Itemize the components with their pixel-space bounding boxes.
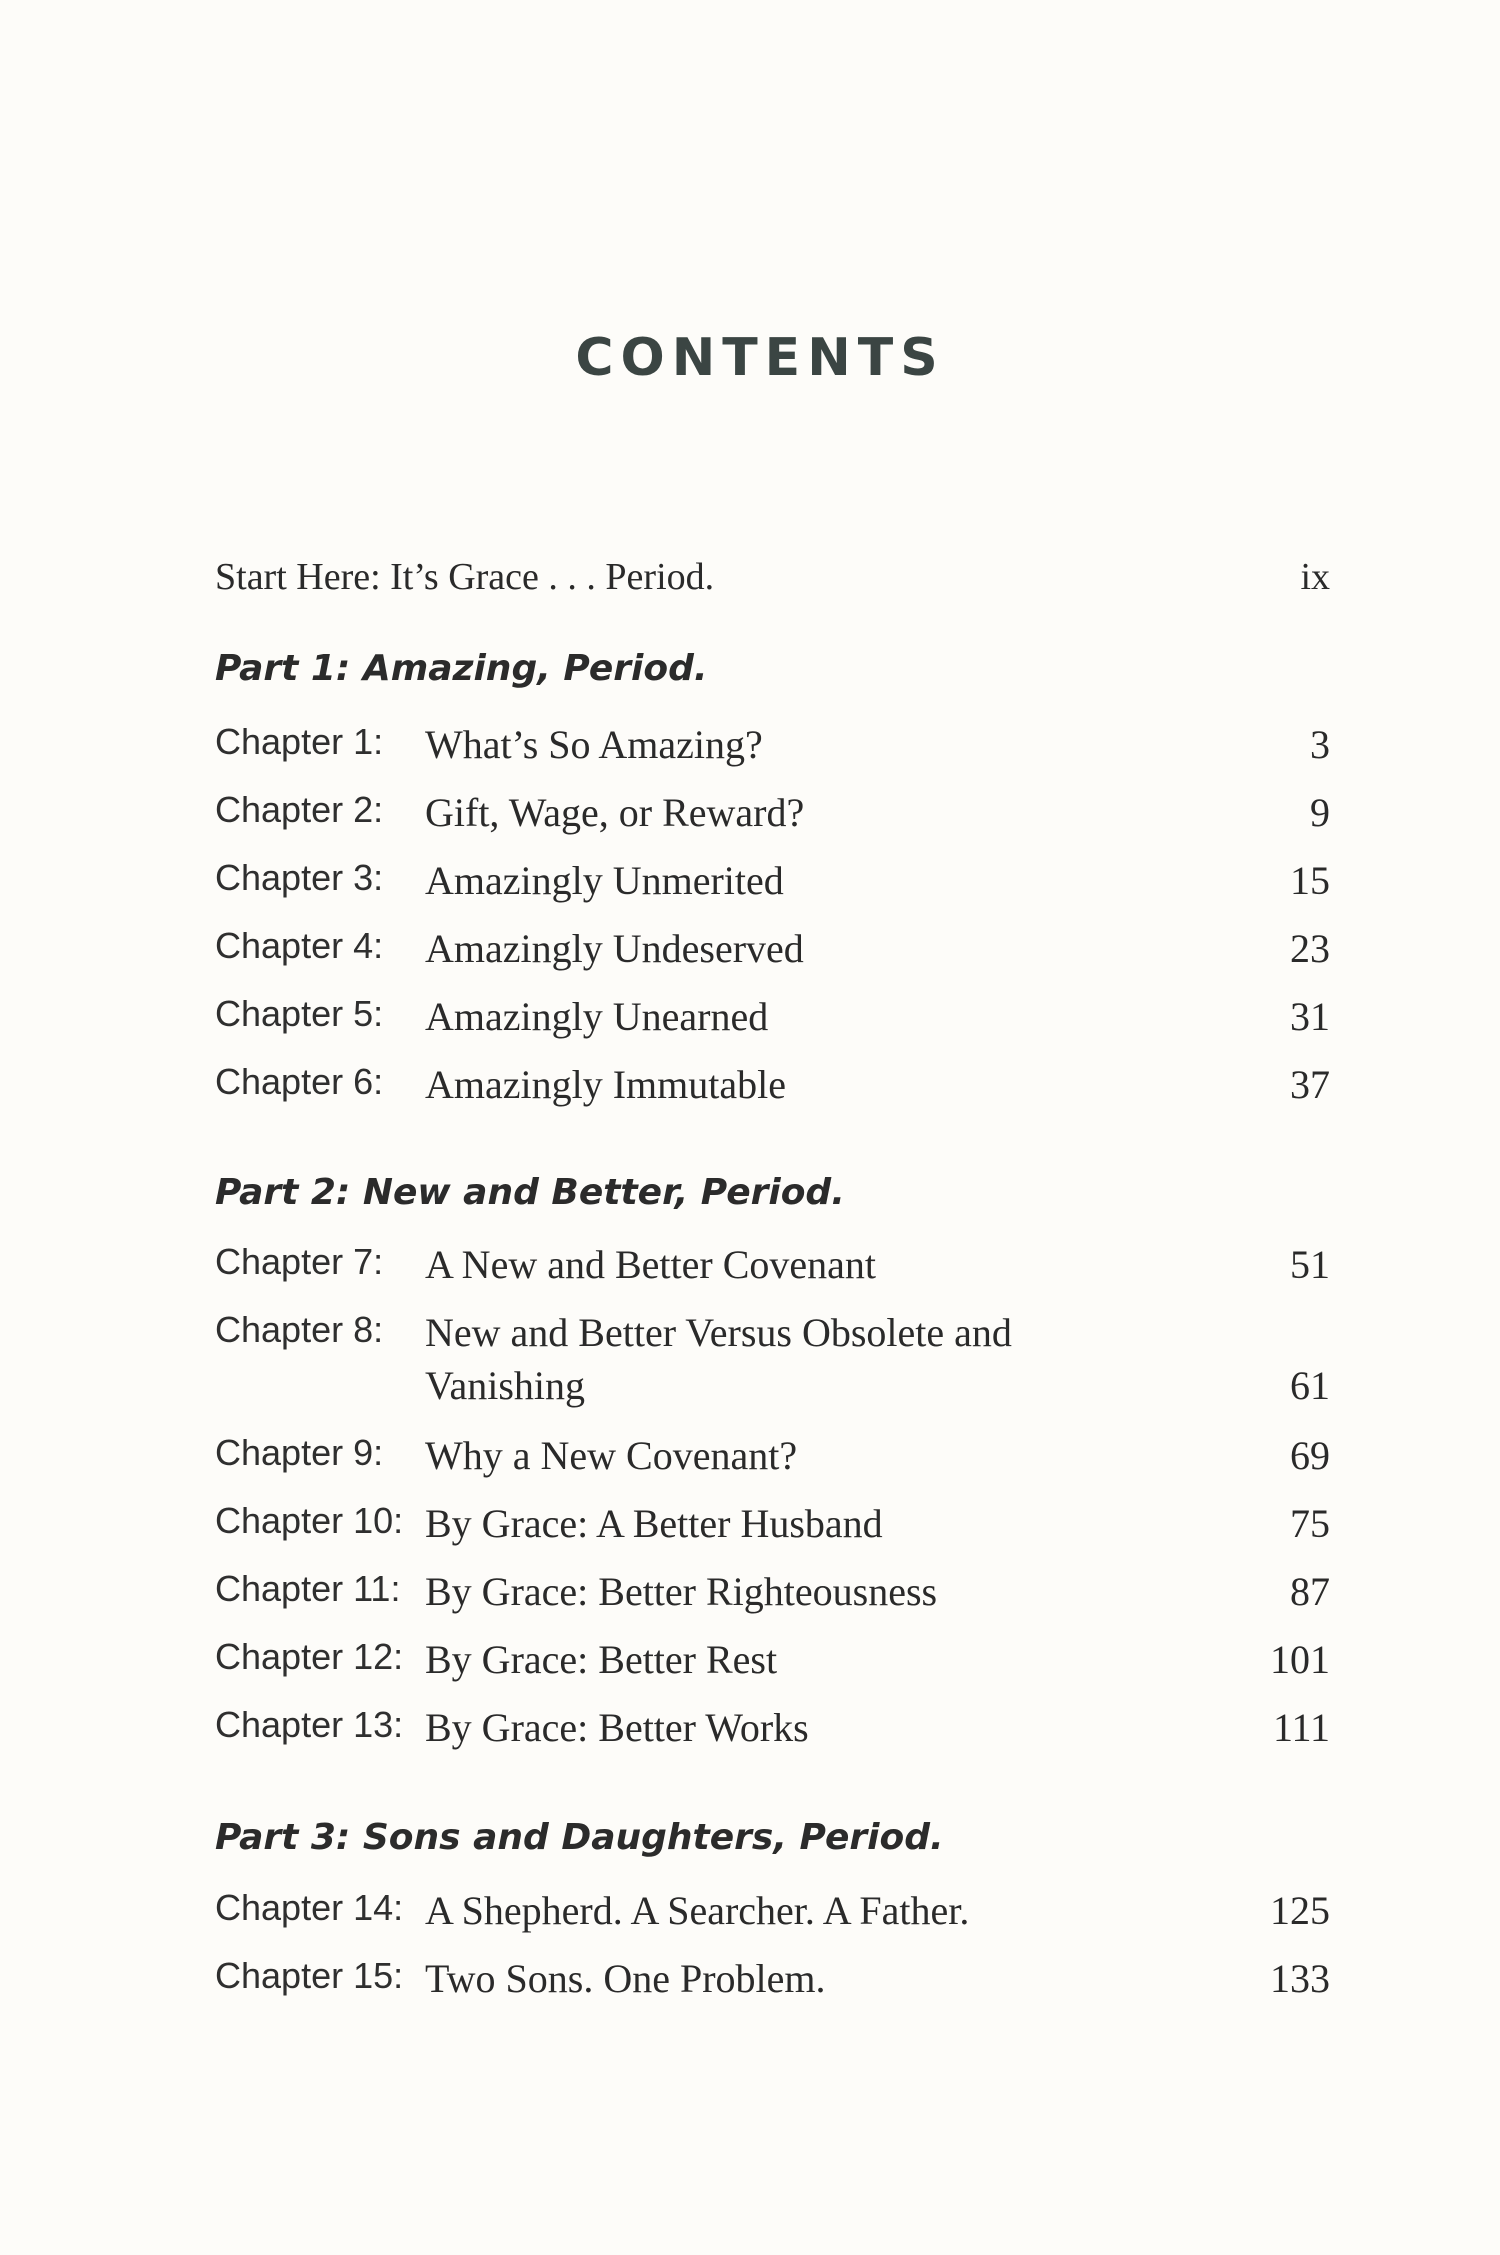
- toc-row-chapter-14: [215, 1883, 1330, 1933]
- chapter-title: Two Sons. One Problem.: [425, 1956, 826, 2001]
- chapter-label: Chapter 8:: [215, 1309, 384, 1350]
- chapter-label: Chapter 10:: [215, 1500, 404, 1541]
- chapter-page-number: 125: [1270, 1888, 1330, 1933]
- toc-row-chapter-8: [215, 1305, 1330, 1410]
- chapter-title: What’s So Amazing?: [425, 722, 763, 767]
- chapter-title: By Grace: Better Works: [425, 1705, 809, 1750]
- toc-row-chapter-1: [215, 717, 1330, 767]
- chapter-page-number: 101: [1270, 1637, 1330, 1682]
- chapter-label: Chapter 11:: [215, 1568, 401, 1609]
- chapter-title: A New and Better Covenant: [425, 1242, 876, 1287]
- toc-row-chapter-11: [215, 1564, 1330, 1614]
- toc-row-chapter-12: [215, 1632, 1330, 1682]
- chapter-title: New and Better Versus Obsolete and: [425, 1310, 1012, 1355]
- intro-title: Start Here: It’s Grace . . . Period.: [215, 556, 715, 598]
- chapter-page-number: 61: [1290, 1363, 1330, 1408]
- intro-entry: [215, 555, 1330, 605]
- toc-row-chapter-5: [215, 989, 1330, 1039]
- chapter-label: Chapter 7:: [215, 1241, 384, 1282]
- chapter-label: Chapter 1:: [215, 721, 384, 762]
- intro-page-number: ix: [1300, 556, 1330, 598]
- toc-row-chapter-9: [215, 1428, 1330, 1478]
- chapter-page-number: 23: [1290, 926, 1330, 971]
- chapter-title: By Grace: Better Righteousness: [425, 1569, 938, 1614]
- toc-row-chapter-2: [215, 785, 1330, 835]
- page-title: CONTENTS: [575, 328, 945, 388]
- chapter-label: Chapter 14:: [215, 1887, 404, 1928]
- chapter-page-number: 31: [1290, 994, 1330, 1039]
- chapter-title-continued: Vanishing: [425, 1363, 585, 1408]
- chapter-title: Amazingly Undeserved: [425, 926, 804, 971]
- toc-row-chapter-6: [215, 1057, 1330, 1107]
- toc-row-chapter-10: [215, 1496, 1330, 1546]
- chapter-label: Chapter 4:: [215, 925, 384, 966]
- chapter-title: By Grace: Better Rest: [425, 1637, 778, 1682]
- toc-row-chapter-4: [215, 921, 1330, 971]
- chapter-label: Chapter 12:: [215, 1636, 404, 1677]
- chapter-page-number: 69: [1290, 1433, 1330, 1478]
- chapter-page-number: 75: [1290, 1501, 1330, 1546]
- chapter-title: Amazingly Immutable: [425, 1062, 787, 1107]
- chapter-label: Chapter 9:: [215, 1432, 384, 1473]
- chapter-label: Chapter 2:: [215, 789, 384, 830]
- chapter-page-number: 37: [1290, 1062, 1330, 1107]
- chapter-label: Chapter 5:: [215, 993, 384, 1034]
- chapter-title: Why a New Covenant?: [425, 1433, 798, 1478]
- part-2-title: Part 2: New and Better, Period.: [215, 1172, 845, 1213]
- chapter-title: By Grace: A Better Husband: [425, 1501, 883, 1546]
- chapter-page-number: 3: [1310, 722, 1330, 767]
- chapter-page-number: 51: [1290, 1242, 1330, 1287]
- toc-row-chapter-7: [215, 1237, 1330, 1287]
- chapter-page-number: 9: [1310, 790, 1330, 835]
- part-3-title: Part 3: Sons and Daughters, Period.: [215, 1817, 944, 1858]
- chapter-page-number: 15: [1290, 858, 1330, 903]
- chapter-label: Chapter 15:: [215, 1955, 404, 1996]
- chapter-label: Chapter 3:: [215, 857, 384, 898]
- chapter-page-number: 87: [1290, 1569, 1330, 1614]
- part-1-title: Part 1: Amazing, Period.: [215, 648, 708, 689]
- chapter-title: Amazingly Unmerited: [425, 858, 784, 903]
- chapter-page-number: 133: [1270, 1956, 1330, 2001]
- chapter-page-number: 111: [1272, 1705, 1330, 1750]
- chapter-title: Amazingly Unearned: [425, 994, 769, 1039]
- toc-row-chapter-15: [215, 1951, 1330, 2001]
- chapter-label: Chapter 6:: [215, 1061, 384, 1102]
- toc-row-chapter-3: [215, 853, 1330, 903]
- chapter-label: Chapter 13:: [215, 1704, 404, 1745]
- toc-row-chapter-13: [215, 1700, 1330, 1750]
- chapter-title: A Shepherd. A Searcher. A Father.: [425, 1888, 970, 1933]
- chapter-title: Gift, Wage, or Reward?: [425, 790, 805, 835]
